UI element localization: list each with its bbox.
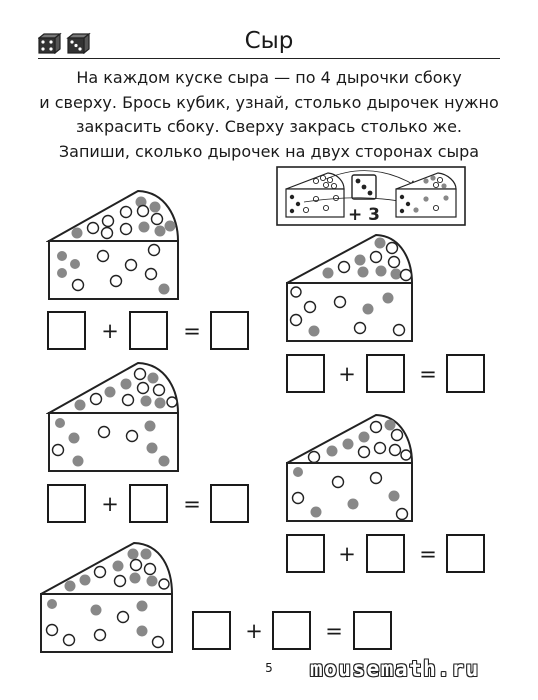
instruction-line: и сверху. Брось кубик, узнай, столько дырочек нужно bbox=[39, 92, 499, 112]
answer-box[interactable] bbox=[366, 534, 405, 573]
equals-sign: = bbox=[183, 492, 201, 516]
cheese-piece bbox=[284, 412, 416, 524]
cheese-piece bbox=[46, 360, 182, 474]
page-number: 5 bbox=[265, 661, 273, 675]
answer-box[interactable] bbox=[47, 484, 86, 523]
answer-box[interactable] bbox=[353, 611, 392, 650]
plus-sign: + bbox=[338, 362, 356, 386]
instruction-line: закрасить сбоку. Сверху закрась столько же. bbox=[75, 117, 463, 136]
answer-box[interactable] bbox=[192, 611, 231, 650]
site-watermark: mousemath.ru bbox=[310, 657, 480, 681]
answer-box[interactable] bbox=[286, 534, 325, 573]
plus-sign: + bbox=[101, 319, 119, 343]
equals-sign: = bbox=[419, 542, 437, 566]
plus-sign: + bbox=[101, 492, 119, 516]
equals-sign: = bbox=[183, 319, 201, 343]
cheese-piece bbox=[38, 540, 176, 656]
answer-box[interactable] bbox=[446, 534, 485, 573]
answer-box[interactable] bbox=[129, 484, 168, 523]
plus-sign: + bbox=[245, 619, 263, 643]
example-box bbox=[276, 166, 466, 230]
plus-sign: + bbox=[338, 542, 356, 566]
example-plus-label: + 3 bbox=[348, 205, 380, 225]
answer-box[interactable] bbox=[286, 354, 325, 393]
instruction-line: На каждом куске сыра — по 4 дырочки сбоку bbox=[76, 68, 462, 87]
answer-box[interactable] bbox=[366, 354, 405, 393]
answer-box[interactable] bbox=[129, 311, 168, 350]
equals-sign: = bbox=[325, 619, 343, 643]
answer-box[interactable] bbox=[272, 611, 311, 650]
equals-sign: = bbox=[419, 362, 437, 386]
cheese-piece bbox=[46, 188, 182, 302]
answer-box[interactable] bbox=[47, 311, 86, 350]
title-underline bbox=[38, 58, 500, 59]
answer-box[interactable] bbox=[210, 484, 249, 523]
instruction-text bbox=[20, 66, 518, 164]
page-title: Сыр bbox=[244, 28, 294, 54]
cheese-piece bbox=[284, 232, 416, 344]
answer-box[interactable] bbox=[446, 354, 485, 393]
example-die bbox=[352, 175, 376, 199]
instruction-line: Запиши, сколько дырочек на двух сторонах сыра bbox=[58, 141, 480, 161]
answer-box[interactable] bbox=[210, 311, 249, 350]
